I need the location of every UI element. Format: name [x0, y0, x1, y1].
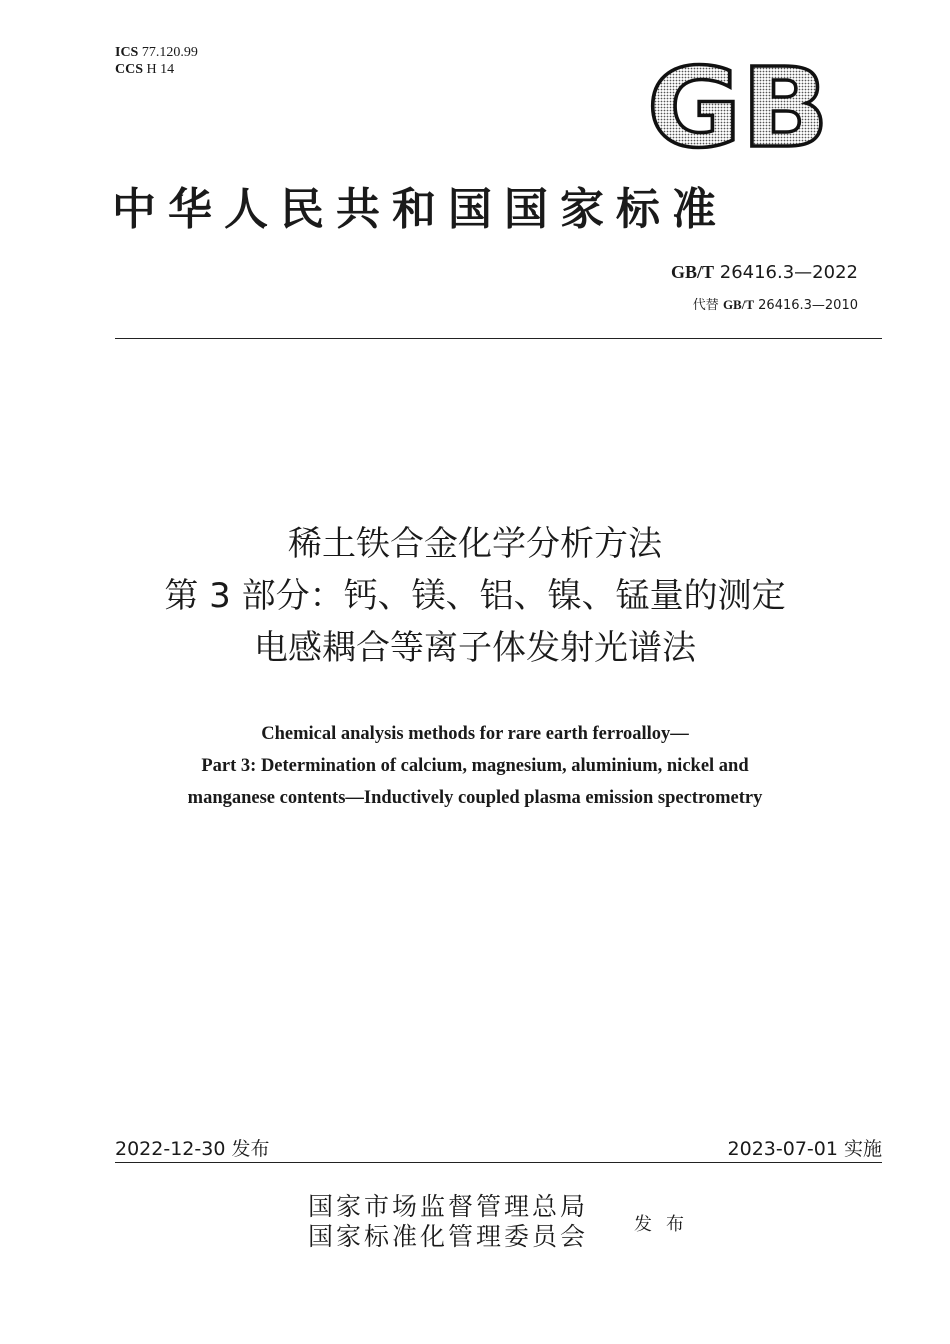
chinese-title	[0, 518, 950, 674]
chinese-title-line-3: 电感耦合等离子体发射光谱法	[254, 628, 696, 668]
issuer-2: 国家标准化管理委员会	[308, 1222, 589, 1251]
chinese-title-line-2: 第 3 部分：钙、镁、铝、镍、锰量的测定	[164, 576, 786, 616]
issuing-authorities	[308, 1192, 588, 1252]
ics-value: 77.120.99	[141, 45, 198, 60]
ics-code	[115, 44, 198, 61]
english-title	[0, 718, 950, 814]
ccs-label: CCS	[115, 62, 144, 77]
standard-number-value: 26416.3—2022	[719, 262, 858, 283]
english-title-line-2: Part 3: Determination of calcium, magnesium, aluminium, nickel and	[201, 756, 749, 776]
standard-prefix: GB/T	[671, 262, 715, 282]
ccs-code	[115, 61, 198, 78]
implementation-date: 2023-07-01 实施	[727, 1138, 882, 1160]
gb-logo-text: GB	[647, 58, 829, 154]
replaces-number: 26416.3—2010	[758, 298, 858, 313]
chinese-title-line-1: 稀土铁合金化学分析方法	[288, 524, 662, 564]
replaces-standard	[693, 294, 858, 313]
english-title-line-3: manganese contents—Inductively coupled plasma emission spectrometry	[187, 788, 763, 808]
replaces-label: 代替	[692, 298, 719, 313]
publish-label: 发布	[634, 1214, 698, 1235]
ics-label: ICS	[115, 45, 139, 60]
replaces-prefix: GB/T	[722, 297, 755, 312]
ccs-value: H 14	[146, 62, 175, 77]
english-title-line-1: Chemical analysis methods for rare earth ferroalloy—	[261, 724, 689, 744]
gb-logo	[645, 58, 831, 154]
classification-codes	[115, 44, 198, 78]
standard-number	[671, 262, 858, 283]
national-standard-title: 中华人民共和国国家标准	[112, 184, 728, 235]
issuer-1: 国家市场监督管理总局	[308, 1192, 589, 1221]
bottom-divider	[115, 1162, 882, 1163]
issue-date: 2022-12-30 发布	[115, 1138, 270, 1160]
top-divider	[115, 338, 882, 339]
